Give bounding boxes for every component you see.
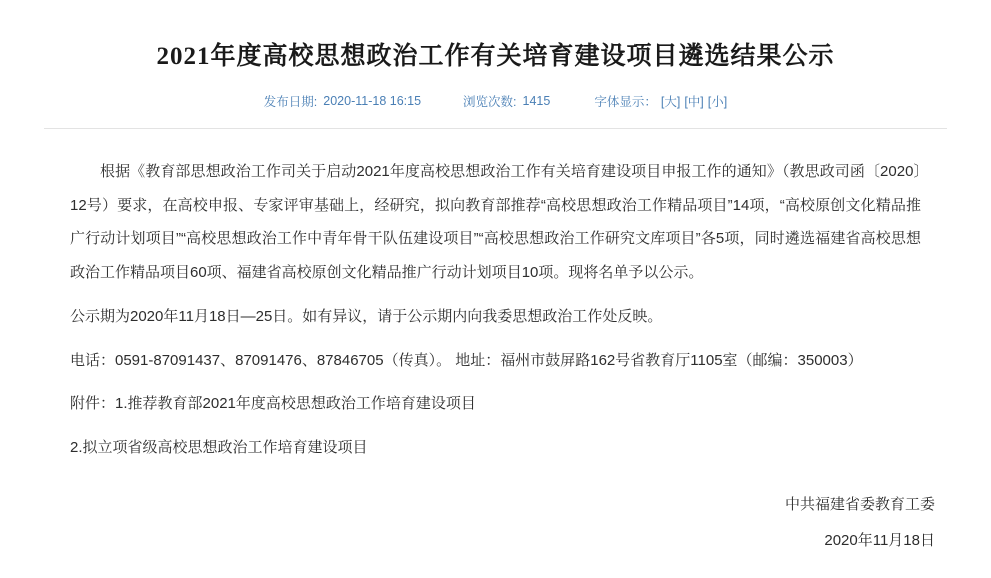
view-count <box>463 92 550 110</box>
page-title: 2021年度高校思想政治工作有关培育建设项目遴选结果公示 <box>156 42 835 70</box>
font-size-control <box>594 92 727 110</box>
article-page <box>0 17 991 578</box>
publish-date-value: 2020-11-18 16:15 <box>323 93 422 108</box>
view-count-label: 浏览次数: <box>463 94 517 109</box>
signature-block <box>44 487 947 559</box>
attachment-item: 2.拟立项省级高校思想政治工作培育建设项目 <box>70 439 368 456</box>
attachment-item: 附件：1.推荐教育部2021年度高校思想政治工作培育建设项目 <box>70 395 476 413</box>
publish-date <box>264 92 421 110</box>
paragraph: 电话：0591-87091437、87091476、87846705（传真）。 地址：福州市鼓屏路162号省教育厅1105室（邮编：350003） <box>70 351 863 369</box>
article-meta <box>44 92 947 110</box>
article-body <box>44 155 947 465</box>
signature-date: 2020年11月18日 <box>824 531 935 549</box>
font-size-large-button[interactable]: [大] <box>660 94 681 109</box>
paragraph: 根据《教育部思想政治工作司关于启动2021年度高校思想政治工作有关培育建设项目申报工作的通知》（教思政司函〔2020〕12号）要求，在高校申报、专家评审基础上，经研究，拟向教育部推荐“高校思想政治工作精品项目”14项，“高校原创文化精品推广行动计划项目”“高校思想政治工作中青年骨干队伍建设项目”“高校思想政治工作研究文库项目”各5项，同时遴选福建省高校思想政治工作精品项目60项、福建省高校原创文化精品推广行动计划项目10项。现将名单予以公示。 <box>70 162 921 281</box>
header-divider <box>44 128 947 129</box>
publish-date-label: 发布日期: <box>263 94 318 109</box>
signature-org: 中共福建省委教育工委 <box>784 495 935 513</box>
font-size-small-button[interactable]: [小] <box>707 94 728 109</box>
view-count-value: 1415 <box>522 93 551 108</box>
paragraph: 公示期为2020年11月18日—25日。如有异议，请于公示期内向我委思想政治工作处反映。 <box>70 307 663 325</box>
font-size-label: 字体显示： <box>594 94 657 109</box>
font-size-medium-button[interactable]: [中] <box>684 94 704 109</box>
font-size-options <box>661 92 727 110</box>
